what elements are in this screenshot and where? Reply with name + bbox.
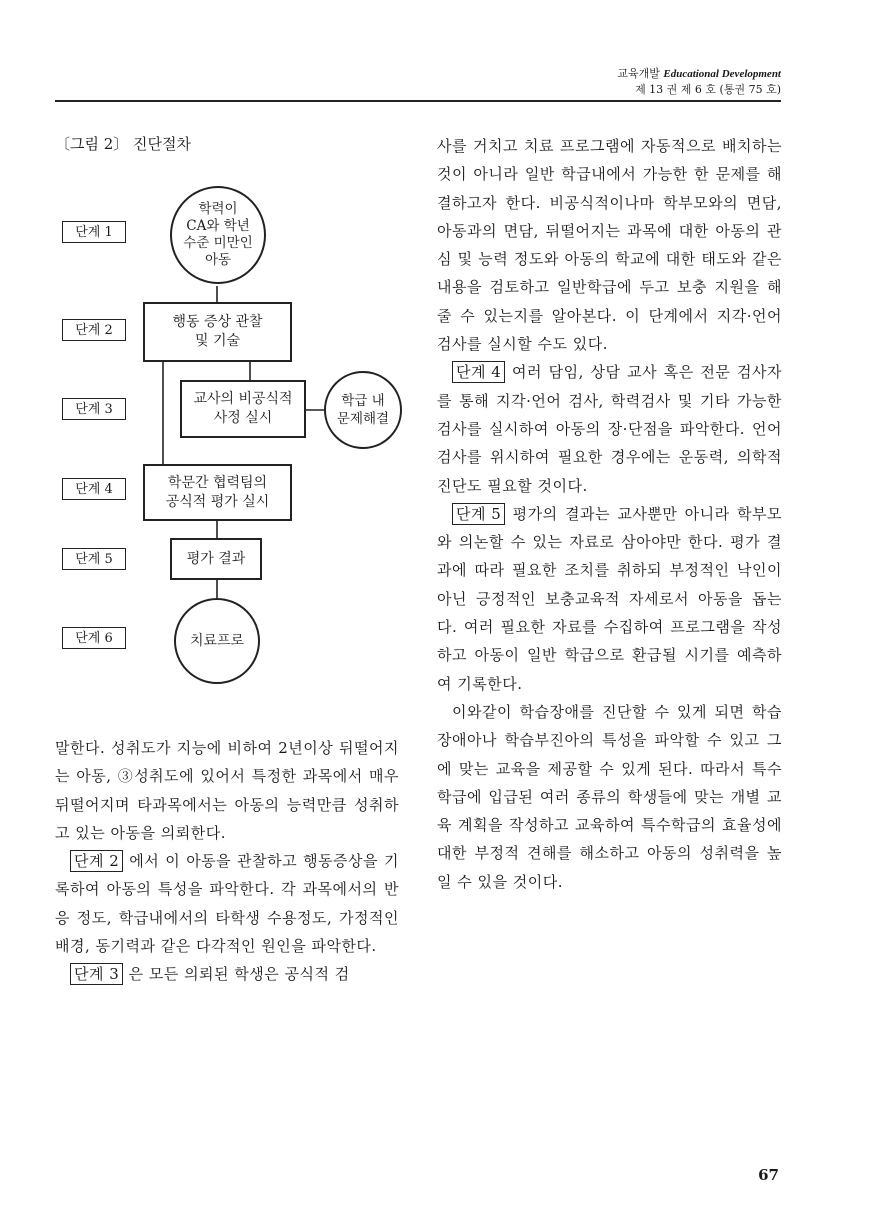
node-informal-assessment: 교사의 비공식적 사정 실시 (180, 380, 306, 438)
step-label-4: 단계 4 (62, 478, 126, 500)
node-classroom-solution: 학급 내 문제해결 (324, 371, 402, 449)
right-paragraph-1: 사를 거치고 치료 프로그램에 자동적으로 배치하는 것이 아니라 일반 학급내에서 가능한 한 문제를 해결하고자 한다. 비공식적이나마 학부모와의 면담, 아동과의 면담, 뒤떨어지는 과목에 대한 아동의 관심 및 능력 정도와 아동의 학교에 대한 태도와 같은 내용을 검토하고 일반학급에 두고 보충 지원을 해줄 수 있는지를 알아본다. 이 단계에서 지각·언어 검사를 실시할 수도 있다. (437, 137, 782, 354)
left-paragraph-1: 말한다. 성취도가 지능에 비하여 2년이상 뒤떨어지는 아동, ③성취도에 있어서 특정한 과목에서 매우 뒤떨어지며 타과목에서는 아동의 능력만큼 성취하고 있는 아동을 의뢰한다. (55, 739, 399, 842)
figure-title: 〔그림 2〕 진단절차 (55, 135, 192, 153)
journal-title-ko: 교육개발 (617, 67, 660, 80)
step-label-2: 단계 2 (62, 319, 126, 341)
node-referred-child: 학력이 CA와 학년 수준 미만인 아동 (170, 186, 266, 284)
journal-title (617, 66, 781, 82)
node-observe-behavior: 행동 증상 관찰 및 기술 (143, 302, 292, 362)
node-treatment-program: 치료프로 (174, 598, 260, 684)
left-paragraph-3: 단계 3 은 모든 의뢰된 학생은 공식적 검 (55, 960, 399, 988)
left-column (55, 734, 399, 989)
right-paragraph-2: 단계 4 여러 담임, 상담 교사 혹은 전문 검사자를 통해 지각·언어 검사, 학력검사 및 기타 가능한 검사를 실시하여 아동의 장·단점을 파악한다. 언어 검사를 위시하여 필요한 경우에는 운동력, 의학적 진단도 필요할 것이다. (437, 363, 782, 495)
step-tag-2: 단계 2 (70, 850, 123, 872)
left-paragraph-2: 단계 2 에서 이 아동을 관찰하고 행동증상을 기록하여 아동의 특성을 파악한다. 각 과목에서의 반응 정도, 학급내에서의 타학생 수용정도, 가정적인 배경, 동기력과 같은 다각적인 원인을 파악한다. (55, 852, 399, 956)
journal-issue: 제 13 권 제 6 호 (통권 75 호) (635, 83, 781, 96)
journal-title-en: Educational Development (663, 68, 781, 80)
step-label-5: 단계 5 (62, 548, 126, 570)
page-number: 67 (758, 1166, 779, 1184)
page-header (617, 66, 781, 97)
step-tag-5: 단계 5 (452, 503, 505, 525)
step-label-1: 단계 1 (62, 221, 126, 243)
step-tag-4: 단계 4 (452, 361, 505, 383)
step-label-3: 단계 3 (62, 398, 126, 420)
node-evaluation-result: 평가 결과 (170, 538, 262, 580)
right-column (437, 132, 782, 896)
step-label-6: 단계 6 (62, 627, 126, 649)
header-rule (55, 100, 781, 102)
step-tag-3: 단계 3 (70, 963, 123, 985)
node-formal-evaluation: 학문간 협력팀의 공식적 평가 실시 (143, 464, 292, 521)
right-paragraph-3: 단계 5 평가의 결과는 교사뿐만 아니라 학부모와 의논할 수 있는 자료로 삼아야만 한다. 평가 결과에 따라 필요한 조치를 취하되 부정적인 낙인이 아닌 긍정적인 보충교육적 자세로서 아동을 돕는다. 여러 필요한 자료를 수집하여 프로그램을 작성하고 아동이 일반 학급으로 환급될 시기를 예측하여 기록한다. (437, 504, 782, 693)
right-paragraph-4: 이와같이 학습장애를 진단할 수 있게 되면 학습장애아나 학습부진아의 특성을 파악할 수 있고 그에 맞는 교육을 제공할 수 있게 된다. 따라서 특수학급에 입급된 여러 종류의 학생들에 맞는 개별 교육 계획을 작성하고 교육하여 특수학급의 효율성에 대한 부정적 견해를 해소하고 아동의 성취력을 높일 수 있을 것이다. (437, 702, 782, 891)
